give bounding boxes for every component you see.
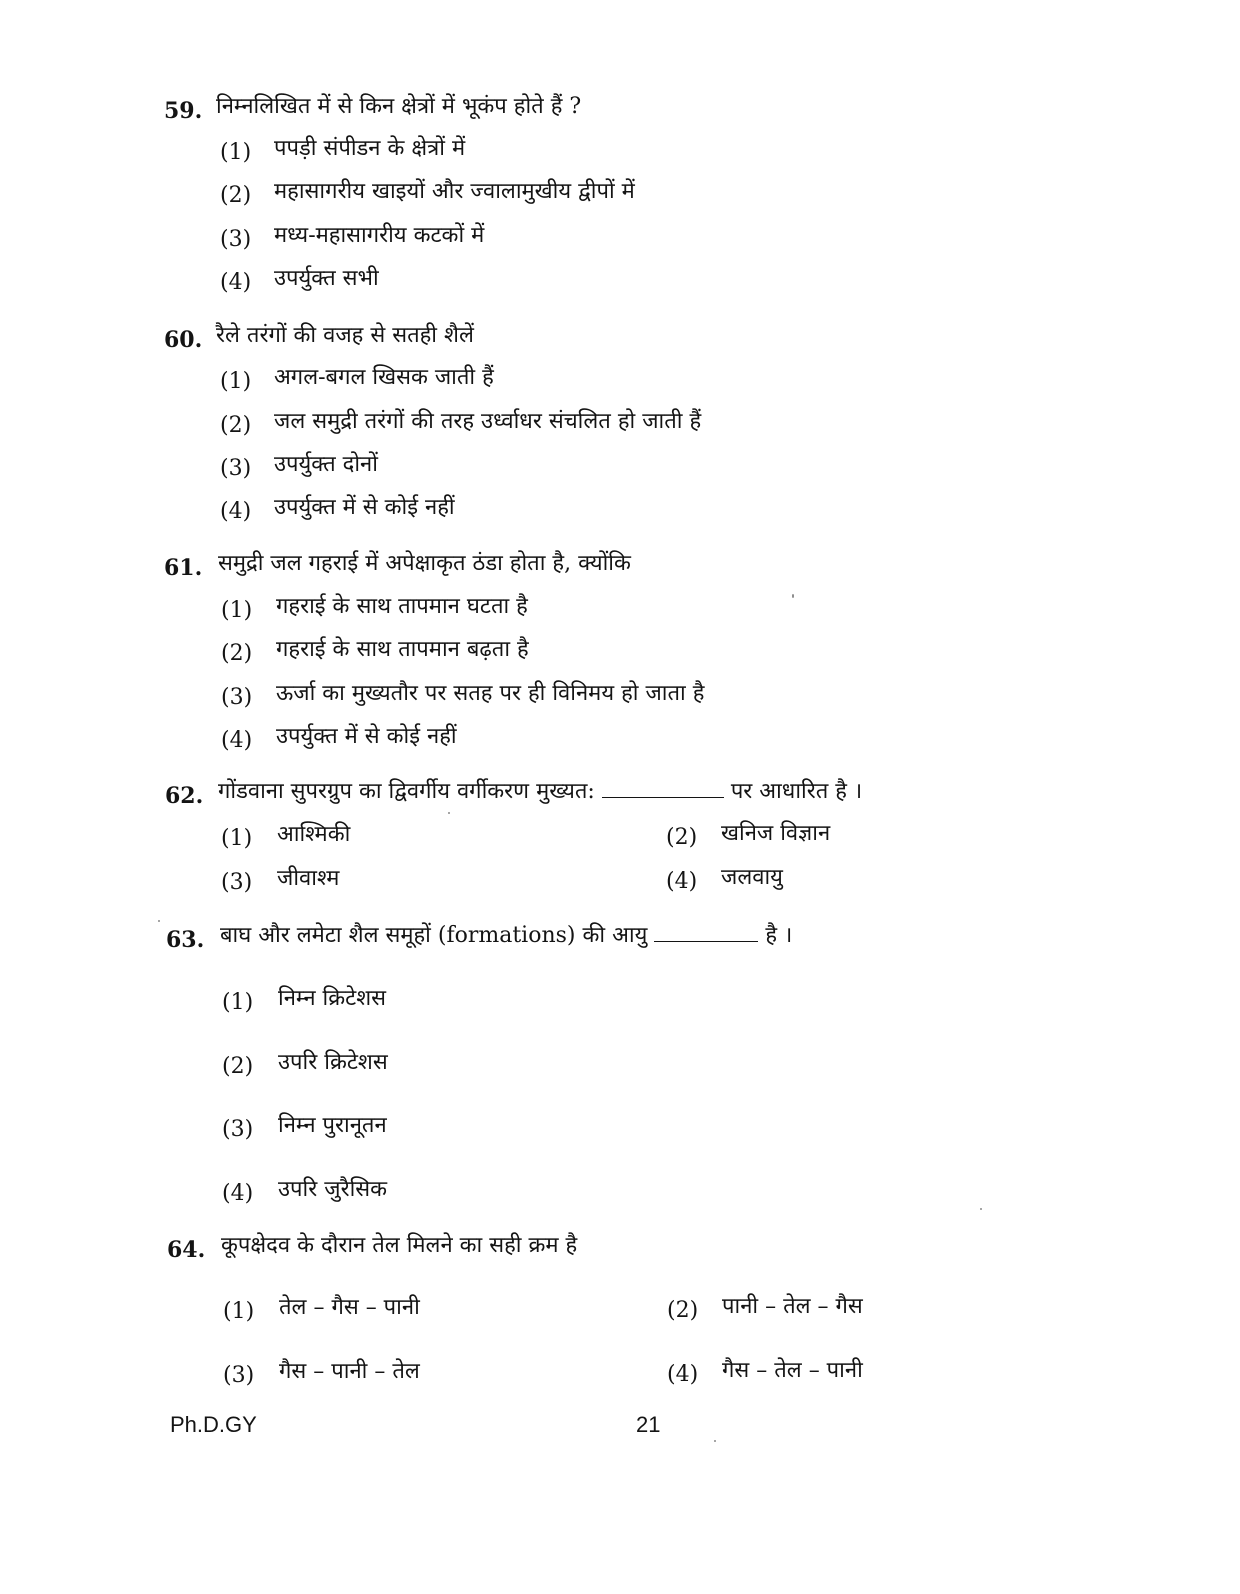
option-number: (1) bbox=[221, 826, 253, 851]
option-text: मध्य-महासागरीय कटकों में bbox=[274, 223, 485, 248]
option-number: (4) bbox=[666, 869, 698, 894]
option-number: (4) bbox=[222, 1181, 254, 1206]
question-number: 62. bbox=[165, 783, 204, 809]
question-text: रैले तरंगों की वजह से सतही शैलें bbox=[216, 323, 474, 348]
option-text: जलवायु bbox=[721, 865, 783, 890]
paper-code: Ph.D.GY bbox=[170, 1412, 257, 1437]
option-number: (4) bbox=[221, 728, 253, 753]
option-number: (3) bbox=[222, 1117, 254, 1142]
option-number: (2) bbox=[220, 413, 252, 438]
option-number: (1) bbox=[222, 990, 254, 1015]
question-text bbox=[218, 777, 862, 807]
option-text: गहराई के साथ तापमान घटता है bbox=[276, 594, 528, 619]
question-text: समुद्री जल गहराई में अपेक्षाकृत ठंडा होता है, क्योंकि bbox=[218, 551, 631, 576]
option-text: गैस – पानी – तेल bbox=[279, 1359, 420, 1384]
option-number: (3) bbox=[221, 685, 253, 710]
option-number: (4) bbox=[667, 1362, 699, 1387]
option-text: उपरि जुरैसिक bbox=[278, 1177, 388, 1202]
fill-in-blank bbox=[654, 921, 758, 942]
option-text: आश्मिकी bbox=[277, 822, 351, 847]
question-number: 64. bbox=[167, 1237, 206, 1263]
option-number: (1) bbox=[220, 140, 252, 165]
question-text-before: बाघ और लमेटा शैल समूहों (formations) की आयु bbox=[220, 923, 648, 948]
option-text: पपड़ी संपीडन के क्षेत्रों में bbox=[274, 136, 466, 161]
option-text: तेल – गैस – पानी bbox=[279, 1295, 420, 1320]
option-text: पानी – तेल – गैस bbox=[722, 1294, 863, 1319]
option-number: (2) bbox=[220, 183, 252, 208]
scan-speck bbox=[158, 920, 160, 922]
option-number: (2) bbox=[222, 1054, 254, 1079]
question-text: निम्नलिखित में से किन क्षेत्रों में भूकंप होते हैं ? bbox=[216, 94, 582, 119]
option-text: उपर्युक्त सभी bbox=[274, 266, 379, 291]
option-number: (2) bbox=[221, 641, 253, 666]
question-text-before: गोंडवाना सुपरग्रुप का द्विवर्गीय वर्गीकरण मुख्यत: bbox=[218, 779, 595, 804]
option-text: ऊर्जा का मुख्यतौर पर सतह पर ही विनिमय हो जाता है bbox=[276, 681, 705, 706]
option-number: (2) bbox=[667, 1298, 699, 1323]
page-number: 21 bbox=[636, 1412, 661, 1437]
option-text: उपर्युक्त दोनों bbox=[274, 452, 378, 477]
option-number: (1) bbox=[220, 369, 252, 394]
option-text: गहराई के साथ तापमान बढ़ता है bbox=[276, 637, 529, 662]
option-text: अगल-बगल खिसक जाती हैं bbox=[274, 365, 494, 390]
question-text-after: पर आधारित है । bbox=[730, 779, 863, 804]
option-number: (1) bbox=[221, 598, 253, 623]
option-number: (3) bbox=[221, 870, 253, 895]
option-number: (1) bbox=[223, 1299, 255, 1324]
option-number: (3) bbox=[220, 456, 252, 481]
fill-in-blank bbox=[602, 777, 724, 798]
option-text: महासागरीय खाइयों और ज्वालामुखीय द्वीपों में bbox=[274, 179, 635, 204]
option-number: (4) bbox=[220, 270, 252, 295]
scan-speck bbox=[448, 812, 450, 814]
scan-speck bbox=[980, 1208, 982, 1210]
option-number: (3) bbox=[223, 1363, 255, 1388]
scan-speck bbox=[714, 1440, 716, 1442]
question-text: कूपक्षेदव के दौरान तेल मिलने का सही क्रम है bbox=[221, 1233, 578, 1258]
option-text: जल समुद्री तरंगों की तरह उर्ध्वाधर संचलित हो जाती हैं bbox=[274, 409, 702, 434]
question-number: 59. bbox=[164, 98, 203, 124]
question-text bbox=[220, 921, 792, 951]
question-number: 61. bbox=[164, 555, 203, 581]
option-text: उपर्युक्त में से कोई नहीं bbox=[276, 724, 457, 749]
question-text-after: है । bbox=[765, 923, 793, 948]
option-text: उपर्युक्त में से कोई नहीं bbox=[274, 495, 455, 520]
scan-speck bbox=[792, 594, 794, 598]
option-number: (4) bbox=[220, 499, 252, 524]
option-text: उपरि क्रिटेशस bbox=[278, 1050, 388, 1075]
option-text: जीवाश्म bbox=[277, 866, 340, 891]
option-text: गैस – तेल – पानी bbox=[722, 1358, 863, 1383]
question-number: 63. bbox=[166, 927, 205, 953]
option-text: निम्न पुरानूतन bbox=[278, 1113, 387, 1138]
option-number: (3) bbox=[220, 227, 252, 252]
option-number: (2) bbox=[666, 825, 698, 850]
question-number: 60. bbox=[164, 327, 203, 353]
option-text: खनिज विज्ञान bbox=[721, 821, 831, 846]
option-text: निम्न क्रिटेशस bbox=[278, 986, 387, 1011]
